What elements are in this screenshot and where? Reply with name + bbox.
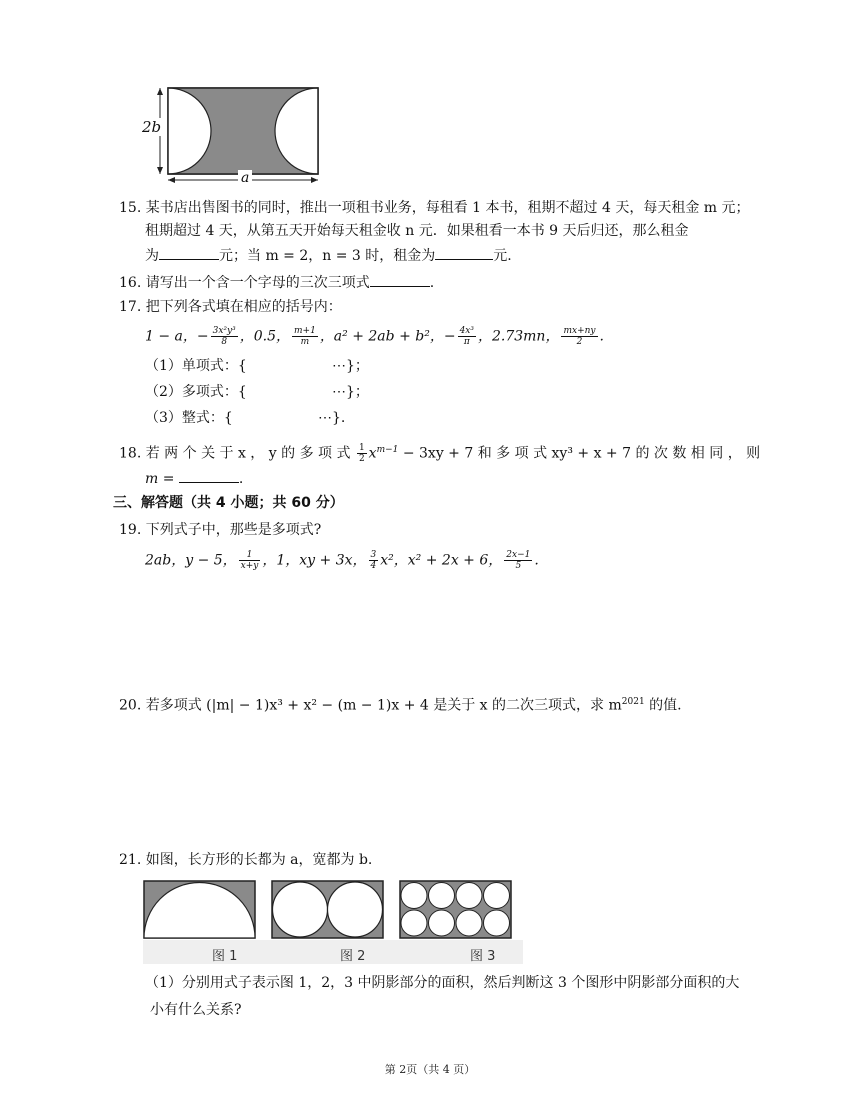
question-17-sub-3: （3）整式：{ — [145, 410, 233, 426]
page-footer: 第 2页（共 4 页） — [384, 1063, 476, 1076]
figure-2-rectangle-two-circles — [271, 880, 384, 940]
question-17-sub-1-end: ⋯}； — [332, 358, 369, 374]
question-21-sub-1-line-1: （1）分别用式子表示图 1，2，3 中阴影部分的面积，然后判断这 3 个图形中阴影部分面积的大 — [145, 975, 740, 991]
dimension-label-a: a — [238, 170, 252, 186]
answer-blank[interactable] — [159, 245, 219, 260]
question-17-sub-2-end: ⋯}； — [332, 384, 369, 400]
figure-3-caption: 图 3 — [470, 949, 496, 964]
answer-blank[interactable] — [370, 272, 430, 287]
section-heading: 三、解答题（共 4 小题；共 60 分） — [113, 495, 344, 511]
figure-1-caption: 图 1 — [212, 949, 238, 964]
question-21-sub-1-line-2: 小有什么关系? — [150, 1002, 242, 1018]
question-17-sub-3-end: ⋯}. — [318, 410, 346, 426]
question-19-title: 19. 下列式子中，那些是多项式? — [119, 522, 322, 538]
dimension-label-2b: 2b — [142, 118, 162, 136]
question-18-line-2: m = . — [145, 468, 243, 489]
answer-blank[interactable] — [179, 468, 239, 483]
rectangle-semicircles-figure — [140, 80, 330, 188]
question-20: 20. 若多项式 (|m| − 1)x³ + x² − (m − 1)x + 4 是关于 x 的二次三项式，求 $m^{2021}$ 的值. — [119, 697, 682, 714]
question-18-line-1: 18. 若 两 个 关 于 x ， y 的 多 项 式 $\frac{1}{2}$ $x^{m-1} - 3xy + 7$ 和 多 项 式 xy³ + x + 7 的 次 数 相 同 ， 则 — [119, 443, 761, 465]
figure-3-rectangle-eight-circles — [399, 880, 512, 940]
answer-blank[interactable] — [435, 245, 493, 260]
question-19-expressions: 2ab，y − 5， $\frac{1}{x+y}$ ，1，xy + 3x， $\frac{3}{4}$ x²，x² + 2x + 6， $\frac{2x-1}{5}$ . — [145, 550, 539, 571]
question-17-sub-2: （2）多项式：{ — [145, 384, 247, 400]
figure-caption-strip — [143, 940, 523, 964]
question-17-sub-1: （1）单项式：{ — [145, 358, 247, 374]
figure-2-caption: 图 2 — [340, 949, 366, 964]
question-15-line-1: 15. 某书店出售图书的同时，推出一项租书业务，每租看 1 本书，租期不超过 4 天，每天租金 m 元； — [119, 200, 750, 216]
question-16: 16. 请写出一个含一个字母的三次三项式 . — [119, 272, 434, 293]
question-15-line-2: 租期超过 4 天，从第五天开始每天租金收 n 元．如果租看一本书 9 天后归还，那么租金 — [145, 223, 689, 239]
figure-1-rectangle-half-circle — [143, 880, 256, 940]
question-21-title: 21. 如图，长方形的长都为 a，宽都为 b. — [119, 852, 373, 868]
question-17-title: 17. 把下列各式填在相应的括号内： — [119, 299, 342, 315]
question-17-expressions: 1 − a，− $\frac{\text{3x²y³}}{8}$ ，0.5， $\frac{m+1}{m}$ ，a² + 2ab + b²，− $\frac{\text{4x³}}{\pi}$ ，2.73mn， $\frac{mx+ny}{2}$ . — [145, 326, 604, 347]
question-15-line-3: 为 元；当 m = 2，n = 3 时，租金为 元. — [145, 245, 512, 266]
